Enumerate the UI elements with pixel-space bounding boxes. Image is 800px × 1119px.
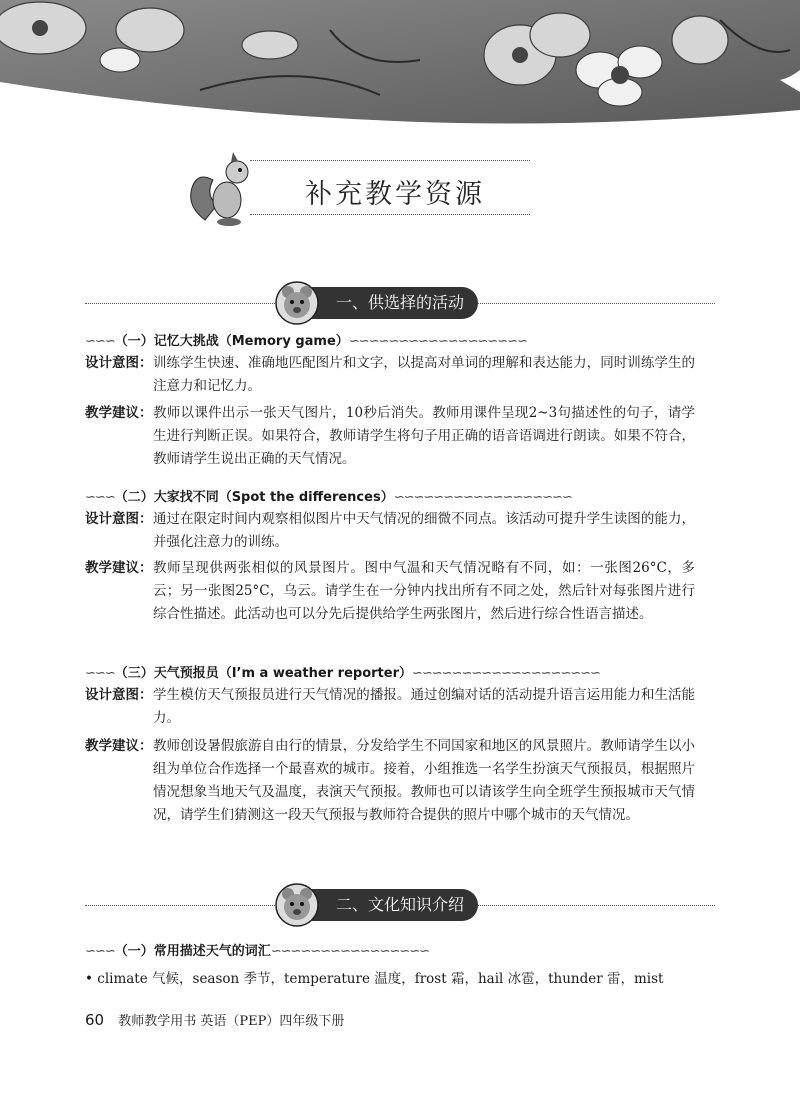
- teaching-suggestion-text: 教师创设暑假旅游自由行的情景，分发给学生不同国家和地区的风景照片。教师请学生以小组为单位合作选择一个最喜欢的城市。接着，小组推选一名学生扮演天气预报员，根据照片情况想象当地天气及温度，表演天气预报。教师也可以请该学生向全班学生预报城市天气情况，请学生们猜测这一段天气预报与教师符合提供的照片中哪个城市的天气情况。: [153, 738, 695, 823]
- design-intent-text: 训练学生快速、准确地匹配图片和文字，以提高对单词的理解和表达能力，同时训练学生的注意力和记忆力。: [153, 355, 695, 394]
- teaching-suggestion-text: 教师以课件出示一张天气图片，10秒后消失。教师用课件呈现2~3句描述性的句子，请学生进行判断正误。如果符合，教师请学生将句子用正确的语音语调进行朗读。如果不符合，教师请学生说出正确的天气情况。: [153, 405, 695, 467]
- section-header-activities: [85, 283, 715, 323]
- teaching-suggestion-paragraph: [85, 402, 695, 471]
- bear-icon: [275, 281, 319, 325]
- design-intent-paragraph: [85, 352, 695, 398]
- design-intent-label: 设计意图：: [85, 355, 153, 371]
- title-divider-bottom: [250, 214, 530, 215]
- design-intent-paragraph: [85, 508, 695, 554]
- design-intent-label: 设计意图：: [85, 511, 153, 527]
- design-intent-paragraph: [85, 684, 695, 730]
- header-floral-banner: [0, 0, 800, 140]
- design-intent-text: 通过在限定时间内观察相似图片中天气情况的细微不同点。该活动可提升学生读图的能力，并强化注意力的训练。: [153, 511, 695, 550]
- title-divider-top: [250, 160, 530, 161]
- design-intent-text: 学生模仿天气预报员进行天气情况的播报。通过创编对话的活动提升语言运用能力和生活能力。: [153, 687, 695, 726]
- title-block: [185, 150, 530, 230]
- bear-icon: [275, 883, 319, 927]
- squirrel-icon: [185, 150, 265, 230]
- section-header-culture: [85, 885, 715, 925]
- activity-heading: ∽∽∽（一）记忆大挑战（Memory game）∽∽∽∽∽∽∽∽∽∽∽∽∽∽∽∽∽∽: [85, 334, 527, 349]
- page-footer: [85, 1010, 344, 1029]
- culture-heading: ∽∽∽（一）常用描述天气的词汇∽∽∽∽∽∽∽∽∽∽∽∽∽∽∽∽: [85, 944, 429, 959]
- page-number: 60: [85, 1011, 105, 1029]
- teaching-suggestion-label: 教学建议：: [85, 738, 153, 754]
- design-intent-label: 设计意图：: [85, 687, 153, 703]
- teaching-suggestion-label: 教学建议：: [85, 405, 153, 421]
- section-title: 一、供选择的活动: [280, 287, 478, 319]
- page-title: 补充教学资源: [305, 179, 485, 210]
- activity-heading: ∽∽∽（二）大家找不同（Spot the differences）∽∽∽∽∽∽∽∽∽∽∽∽∽∽∽∽∽∽: [85, 490, 572, 505]
- teaching-suggestion-label: 教学建议：: [85, 560, 153, 576]
- section-title: 二、文化知识介绍: [280, 889, 478, 921]
- book-title: 教师教学用书 英语（PEP）四年级下册: [118, 1014, 345, 1029]
- activity-heading: ∽∽∽（三）天气预报员（I’m a weather reporter）∽∽∽∽∽∽∽∽∽∽∽∽∽∽∽∽∽∽∽: [85, 666, 600, 681]
- teaching-suggestion-paragraph: [85, 557, 695, 626]
- teaching-suggestion-paragraph: [85, 735, 695, 827]
- vocabulary-text: climate 气候，season 季节，temperature 温度，frost 霜，hail 冰雹，thunder 雷，mist: [97, 971, 664, 987]
- vocabulary-list-item: • climate 气候，season 季节，temperature 温度，frost 霜，hail 冰雹，thunder 雷，mist: [85, 971, 664, 987]
- teaching-suggestion-text: 教师呈现供两张相似的风景图片。图中气温和天气情况略有不同，如：一张图26°C，多云；另一张图25°C，乌云。请学生在一分钟内找出所有不同之处，然后针对每张图片进行综合性描述。此活动也可以分先后提供给学生两张图片，然后进行综合性语言描述。: [153, 560, 695, 622]
